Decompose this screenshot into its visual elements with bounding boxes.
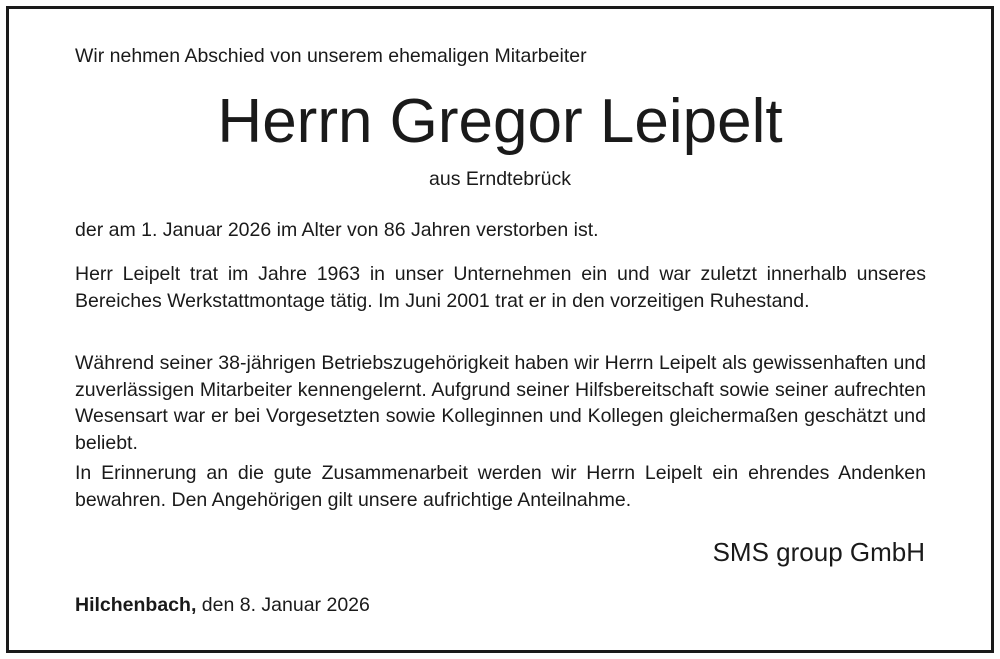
notice-date: den 8. Januar 2026 [201,594,370,616]
paragraph-tribute: Während seiner 38-jährigen Betriebszugehörigkeit haben wir Herrn Leipelt als gewissenhaften und zuverlässigen Mitarbeiter kennengelernt. Aufgrund seiner Hilfsbereitschaft sowie seiner aufrechten Wesensart war er bei Vorgesetzten sowie Kolleginnen und Kollegen gleichermaßen geschätzt und beliebt. [75,352,926,454]
paragraph-career: Herr Leipelt trat im Jahre 1963 in unser Unternehmen ein und war zuletzt innerhalb unseres Bereiches Werkstattmontage tätig. Im Juni 2001 trat er in den vorzeitigen Ruhestand. [75,263,926,312]
place-date-line [75,592,370,618]
deceased-name: Herrn Gregor Leipelt [217,87,783,156]
paragraph-condolence: In Erinnerung an die gute Zusammenarbeit werden wir Herrn Leipelt ein ehrendes Andenken bewahren. Den Angehörigen gilt unsere aufrichtige Anteilnahme. [75,462,926,511]
origin-line: aus Erndtebrück [429,168,571,190]
death-line: der am 1. Januar 2026 im Alter von 86 Jahren verstorben ist. [75,219,599,241]
intro-line: Wir nehmen Abschied von unserem ehemaligen Mitarbeiter [75,45,587,67]
company-signature: SMS group GmbH [712,537,925,567]
place-name: Hilchenbach, [75,594,197,616]
